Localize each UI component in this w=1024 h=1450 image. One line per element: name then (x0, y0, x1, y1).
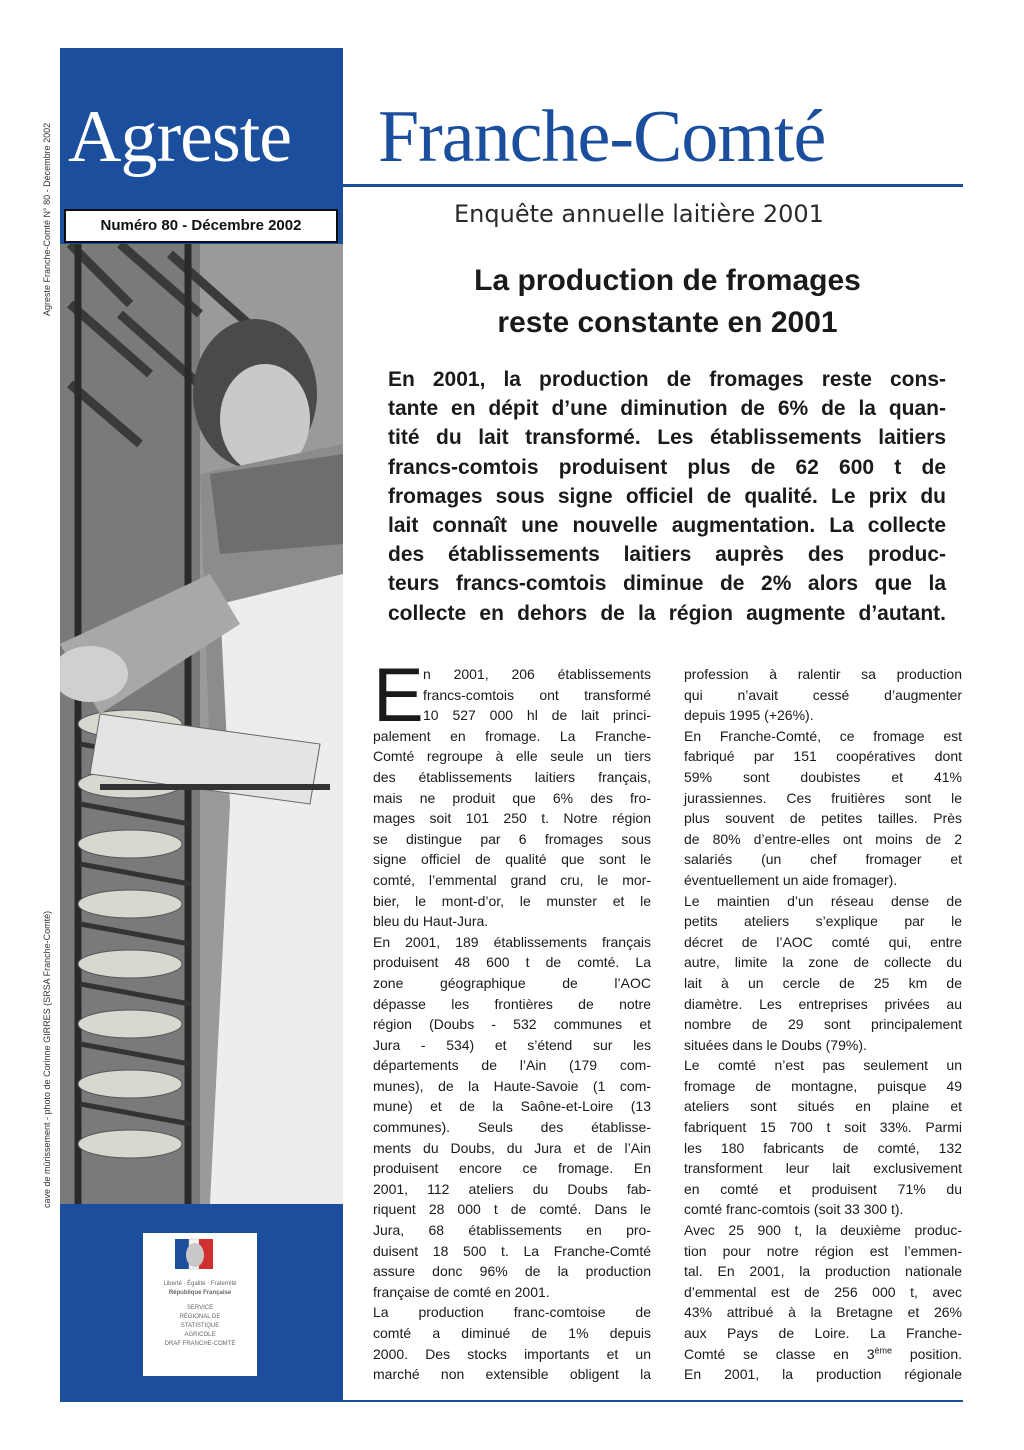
headline (380, 260, 955, 344)
lead-line: francs-comtois produisent plus de 62 600 t de (388, 455, 946, 479)
logo-service-line: STATISTIQUE (180, 1323, 220, 1329)
body-line: communes). Seuls des établisse- (373, 1119, 651, 1136)
logo-service-line: RÉGIONAL DE (179, 1314, 221, 1320)
body-line: mais ne produit que 6% des fro- (373, 789, 651, 806)
body-line: produisent 48 600 t de comté. La (373, 954, 651, 971)
body-line: des établissements laitiers français, (373, 768, 651, 785)
body-line: mages soit 101 250 t. Notre région (373, 810, 651, 827)
title-underline (343, 184, 963, 187)
headline-line: La production de fromages (474, 264, 861, 297)
body-line: produisent encore ce fromage. En (373, 1160, 651, 1177)
body-line: Jura, 68 établissements en pro- (373, 1222, 651, 1239)
logo-motto: Liberté · Égalité · Fraternité (163, 1281, 237, 1287)
body-line: zone géographique de l’AOC (373, 974, 651, 991)
body-line: comté, l’emmental grand cru, le mor- (373, 871, 651, 888)
survey-subtitle: Enquête annuelle laitière 2001 (454, 200, 824, 228)
body-line: qui n’avait cessé d’augmenter (684, 686, 962, 703)
body-line: signe officiel de qualité que sont le (373, 851, 651, 868)
body-line: tal. En 2001, la production nationale (684, 1263, 962, 1280)
body-line: francs-comtois ont transformé (423, 686, 651, 703)
ministry-logo (143, 1233, 257, 1376)
vertical-photo-credit: cave de mûrissement - photo de Corinne GIRRES (SRSA Franche-Comté) (42, 910, 52, 1208)
body-line: duisent 18 500 t. La Franche-Comté (373, 1242, 651, 1259)
headline-line: reste constante en 2001 (497, 306, 838, 339)
body-line: Jura - 534) et s’étend sur les (373, 1036, 651, 1053)
body-line: comté a diminué de 1% depuis (373, 1325, 651, 1341)
body-line: décret de l’AOC comté qui, entre (684, 933, 962, 950)
brand-title: Agreste (68, 96, 292, 178)
vertical-issue-caption: Agreste Franche-Comté N° 80 - Décembre 2002 (42, 122, 52, 316)
body-line: En Franche-Comté, ce fromage est (684, 727, 962, 744)
body-line: munes), de la Haute-Savoie (1 com- (373, 1077, 651, 1094)
rank-number: 3 (866, 1345, 875, 1362)
body-line: les 180 fabricants de comté, 132 (684, 1139, 962, 1156)
body-line: fabriquent 15 700 t soit 33%. Parmi (684, 1119, 962, 1136)
body-line: palement en fromage. La Franche- (373, 727, 651, 744)
lead-line: fromages sous signe officiel de qualité. Le prix du (388, 484, 946, 508)
cover-photo (60, 244, 343, 1204)
marianne-emblem-icon (143, 1235, 257, 1279)
drop-cap: E (373, 653, 424, 738)
body-line: depuis 1995 (+26%). (684, 707, 814, 724)
body-line: région (Doubs - 532 communes et (373, 1016, 651, 1033)
body-line: 43% attribué à la Bretagne et 26% (684, 1304, 962, 1321)
lead-line: lait connaît une nouvelle augmentation. La collecte (388, 514, 946, 538)
rank-tail: position. (909, 1345, 963, 1362)
body-line: Le comté n’est pas seulement un (684, 1057, 962, 1074)
body-line: fromage de montagne, puisque 49 (684, 1077, 962, 1094)
lead-line: tité du lait transformé. Les établissements laitiers (388, 426, 946, 450)
body-line: marché non extensible obligent la (373, 1366, 651, 1383)
lead-line: des établissements laitiers auprès des produc- (388, 543, 946, 567)
body-line: Avec 25 900 t, la deuxième produc- (684, 1222, 962, 1239)
issue-number-box: Numéro 80 - Décembre 2002 (64, 209, 338, 243)
body-line: ments du Doubs, du Jura et de l’Ain (373, 1139, 651, 1156)
body-line: 2000. Des stocks importants et un (373, 1345, 651, 1362)
body-line: profession à ralentir sa production (684, 666, 962, 682)
body-line: mune) et de la Saône-et-Loire (13 (373, 1098, 651, 1115)
body-line: d’emmental est de 256 000 t, avec (684, 1283, 962, 1300)
body-line: Le maintien d’un réseau dense de (684, 892, 962, 909)
body-line: ateliers sont situés en plaine et (684, 1098, 962, 1115)
lead-paragraph (388, 365, 946, 628)
body-line: fabriqué par 151 coopératives dont (684, 748, 962, 765)
lead-line: teurs francs-comtois diminue de 2% alors que la (388, 572, 946, 596)
body-line: transforment leur lait exclusivement (684, 1160, 962, 1177)
body-line: tion pour notre région est l’emmen- (684, 1242, 962, 1259)
body-line: lait à un cercle de 25 km de (684, 974, 962, 991)
body-line: départements de l’Ain (179 com- (373, 1057, 651, 1074)
body-line: de 80% d’entre-elles ont moins de 2 (684, 830, 962, 847)
body-line: aux Pays de Loire. La Franche- (684, 1325, 962, 1341)
logo-service-line: DRAF FRANCHE-COMTÉ (164, 1341, 236, 1347)
body-line-rank (684, 1344, 962, 1365)
body-line: En 2001, 189 établissements français (373, 933, 651, 950)
body-line: En 2001, la production régionale (684, 1366, 962, 1383)
body-line: bier, le mont-d’or, le munster et le (373, 892, 651, 909)
body-line: 2001, 112 ateliers du Doubs fab- (373, 1180, 651, 1197)
body-line: diamètre. Les entreprises privées au (684, 995, 962, 1012)
logo-republic: République Française (168, 1290, 232, 1296)
body-line: 59% sont doubistes et 41% (684, 768, 962, 785)
body-line: française de comté en 2001. (373, 1283, 550, 1300)
body-line: comté franc-comtois (soit 33 300 t). (684, 1201, 904, 1218)
body-line: éventuellement un aide fromager). (684, 871, 898, 888)
lead-line: tante en dépit d’une diminution de 6% de la quan- (388, 397, 946, 421)
rank-superscript: ème (874, 1344, 892, 1355)
logo-service-line: SERVICE (186, 1305, 214, 1311)
body-line: salariés (un chef fromager et (684, 851, 962, 868)
body-line: Comté regroupe à elle seule un tiers (373, 748, 651, 765)
lead-line: En 2001, la production de fromages reste cons- (388, 368, 946, 391)
body-line: 10 527 000 hl de lait princi- (423, 707, 651, 724)
body-line: La production franc-comtoise de (373, 1304, 651, 1321)
region-title: Franche-Comté (378, 96, 826, 178)
body-line: petits ateliers s’explique par le (684, 913, 962, 930)
body-column-1 (373, 653, 651, 1385)
body-line: situées dans le Doubs (79%). (684, 1036, 867, 1053)
body-line: assure donc 96% de la production (373, 1263, 651, 1280)
rank-text: Comté se classe en (684, 1345, 849, 1362)
body-line: plus souvent de petites tailles. Près (684, 810, 962, 827)
bottom-rule (60, 1400, 963, 1402)
cheese-cellar-photo-illustration (60, 244, 343, 1204)
body-line: n 2001, 206 établissements (423, 666, 651, 682)
body-line: bleu du Haut-Jura. (373, 913, 489, 930)
body-line: riquent 28 000 t de comté. Dans le (373, 1201, 651, 1218)
body-line: nombre de 29 sont principalement (684, 1016, 962, 1033)
lead-line: collecte en dehors de la région augmente d’autant. (388, 601, 946, 625)
body-line: en comté et produisent 71% du (684, 1180, 962, 1197)
body-column-2 (684, 664, 962, 1385)
body-line: dépasse les frontières de notre (373, 995, 651, 1012)
body-line: autre, limite la zone de collecte du (684, 954, 962, 971)
logo-service-line: AGRICOLE (184, 1332, 216, 1338)
body-line: jurassiennes. Ces fruitières sont le (684, 789, 962, 806)
body-line: se distingue par 6 fromages sous (373, 830, 651, 847)
